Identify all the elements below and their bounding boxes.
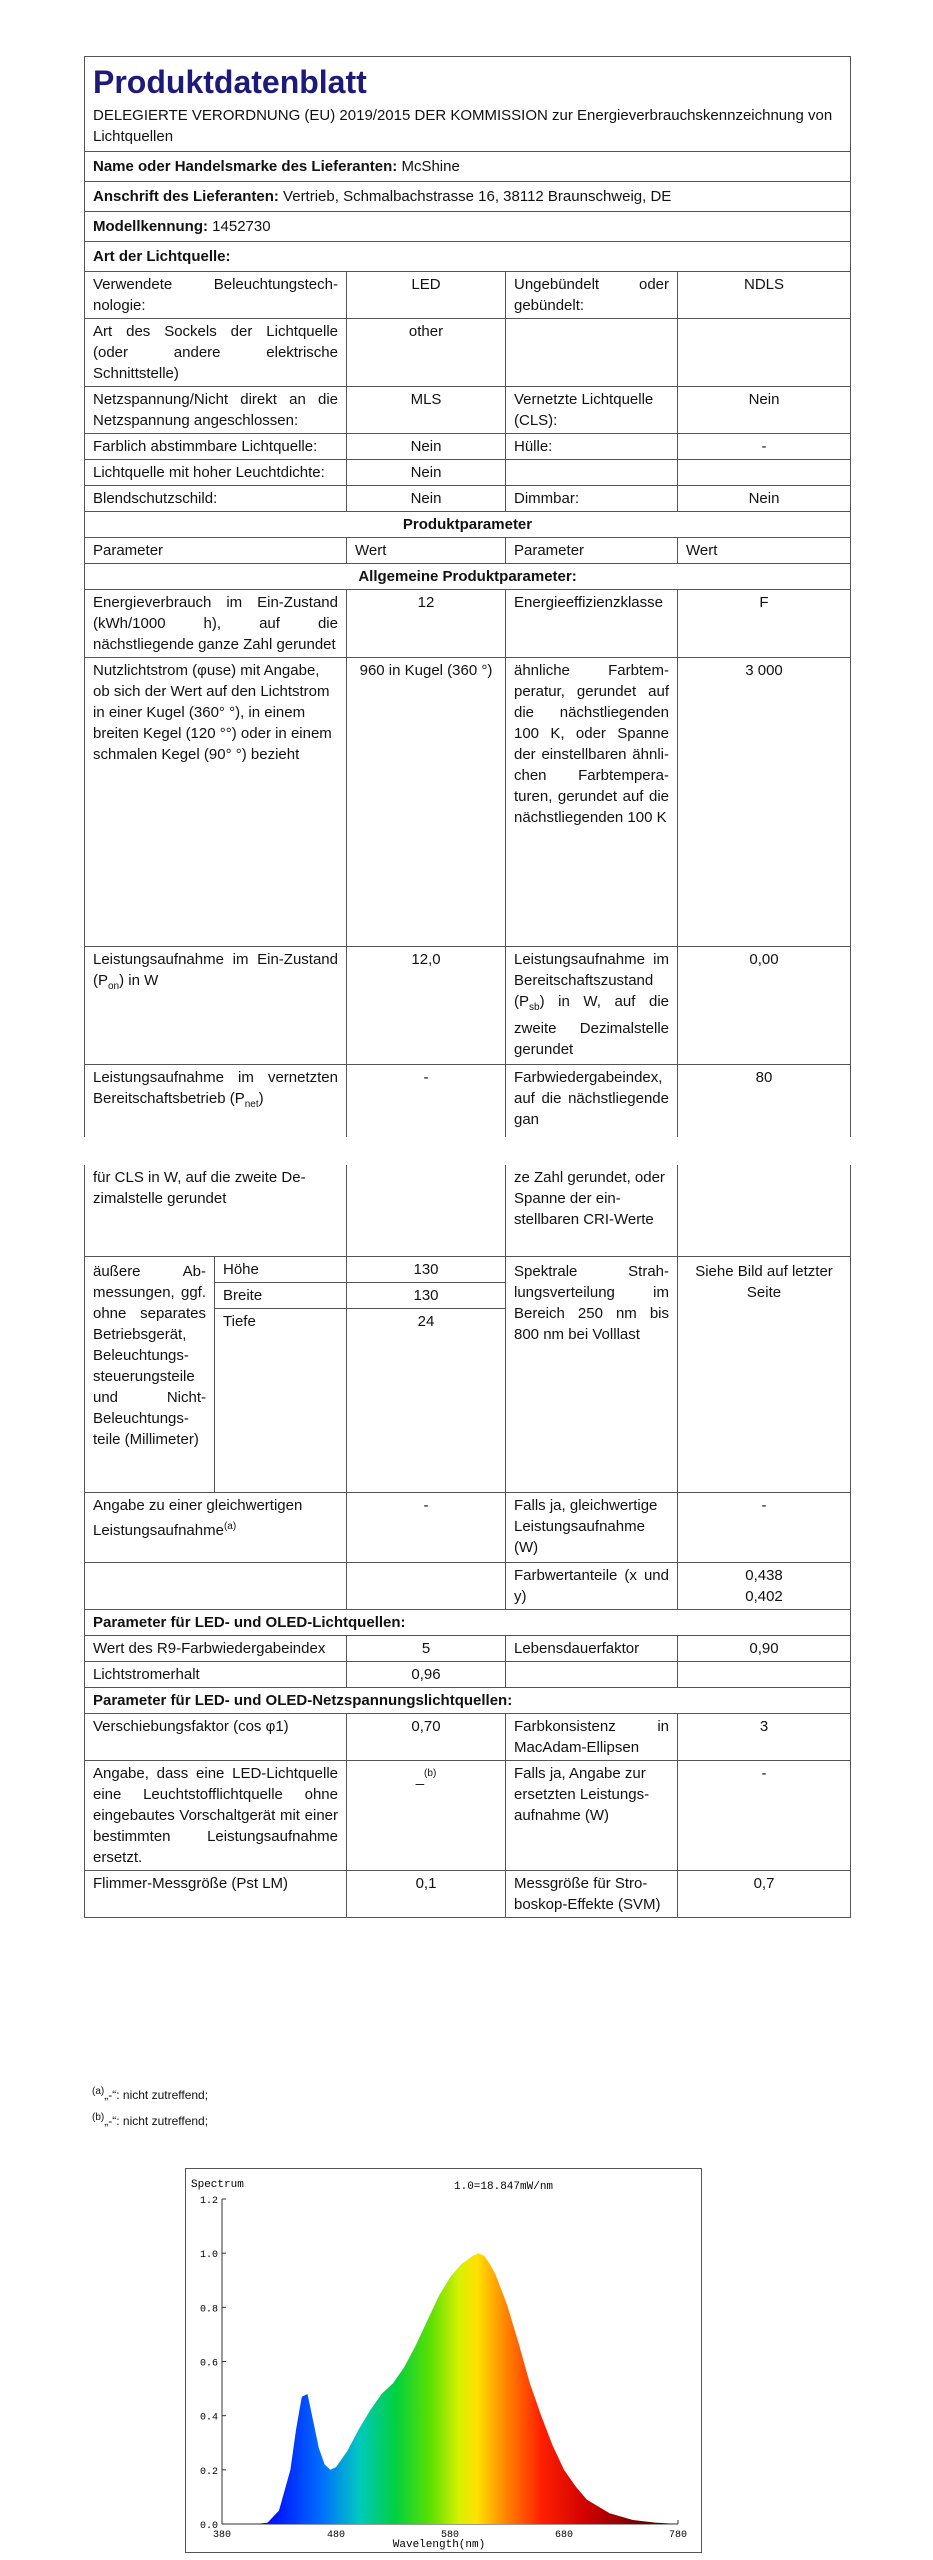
efficiency-class-label: Energieeffizienzklasse: [506, 590, 678, 658]
y-tick-label: 0.6: [199, 2358, 218, 2370]
equivalent-power-w-label: Falls ja, gleichwertige Leistungsaufnahme (W): [506, 1493, 678, 1563]
pnet-label: Leistungsaufnahme im vernetzten Bereitschaftsbetrieb $(P_{net})$: [85, 1065, 347, 1137]
equivalent-power-value: -: [347, 1493, 506, 1563]
spectrum-svg: [186, 2169, 701, 2552]
footnote-b: $^{(b)}$„-“: nicht zutreffend;: [92, 2112, 209, 2128]
flicker-value: 0,1: [347, 1871, 506, 1918]
x-tick-label: 780: [668, 2530, 688, 2541]
survival-factor-value: 0,90: [678, 1636, 851, 1662]
directional-value: NDLS: [678, 272, 851, 319]
depth-label: Tiefe: [215, 1309, 347, 1493]
mains-value: MLS: [347, 387, 506, 434]
r9-value: 5: [347, 1636, 506, 1662]
supplier-name-value: McShine: [401, 158, 460, 175]
pnet-value: -: [347, 1065, 506, 1137]
height-label: Höhe: [215, 1257, 347, 1283]
technology-label: Verwendete Beleuchtungstechnologie:: [85, 272, 347, 319]
supplier-address-value: Vertrieb, Schmalbachstrasse 16, 38112 Braunschweig, DE: [283, 188, 672, 205]
y-tick-label: 0.2: [199, 2466, 218, 2478]
cct-value: 3 000: [678, 658, 851, 947]
lumen-maintenance-value: 0,96: [347, 1662, 506, 1688]
chromaticity-value: 0,438 0,402: [678, 1563, 851, 1610]
width-label: Breite: [215, 1283, 347, 1309]
high-luminance-value: Nein: [347, 460, 506, 486]
header-value: Wert: [678, 538, 851, 564]
y-tick-label: 0.4: [199, 2412, 218, 2424]
y-tick-label: 1.0: [199, 2250, 218, 2262]
tunable-label: Farblich abstimmbare Lichtquelle:: [85, 434, 347, 460]
replaced-power-value: -: [678, 1761, 851, 1871]
color-consistency-label: Farbkonsistenz in MacAdam-Ellipsen: [506, 1714, 678, 1761]
page-title: Produktdatenblatt: [93, 64, 367, 100]
height-value: 130: [347, 1257, 506, 1283]
flicker-label: Flimmer-Messgröße (Pst LM): [85, 1871, 347, 1918]
displacement-value: 0,70: [347, 1714, 506, 1761]
model-row: [85, 212, 851, 242]
replaced-power-label: Falls ja, Angabe zur ersetzten Leistungsaufnahme (W): [506, 1761, 678, 1871]
empty-cell: [678, 1662, 851, 1688]
mains-params-section: Parameter für LED- und OLED-Netzspannungslichtquellen:: [85, 1688, 851, 1714]
spectrum-area: [222, 2253, 678, 2524]
depth-value: 24: [347, 1309, 506, 1493]
survival-factor-label: Lebensdauerfaktor: [506, 1636, 678, 1662]
header-value: Wert: [347, 538, 506, 564]
cri-label-continued: ze Zahl gerundet, oder Spanne der einstellbaren CRI-Werte: [506, 1165, 678, 1257]
chromaticity-label: Farbwertanteile (x und y): [506, 1563, 678, 1610]
energy-label: Energieverbrauch im Ein-Zustand (kWh/1000 h), auf die nächstliegende ganze Zahl gerundet: [85, 590, 347, 658]
lumen-maintenance-label: Lichtstromerhalt: [85, 1662, 347, 1688]
empty-cell: [85, 1563, 347, 1610]
color-consistency-value: 3: [678, 1714, 851, 1761]
chart-annotation: 1.0=18.847mW/nm: [454, 2181, 554, 2193]
technology-value: LED: [347, 272, 506, 319]
x-tick-label: 680: [554, 2530, 574, 2541]
empty-cell: [506, 1662, 678, 1688]
model-value: 1452730: [212, 218, 271, 235]
cri-value: 80: [678, 1065, 851, 1137]
y-tick-label: 0.8: [199, 2304, 218, 2316]
cri-label: Farbwiedergabeindex, auf die nächstliegende gan: [506, 1065, 678, 1137]
replacement-value: _$^{(b)}$: [347, 1761, 506, 1871]
supplier-name-label: Name oder Handelsmarke des Lieferanten:: [93, 158, 398, 175]
envelope-value: -: [678, 434, 851, 460]
empty-cell: [678, 319, 851, 387]
equivalent-power-label: Angabe zu einer gleichwertigen Leistungsaufnahme$^{(a)}$: [85, 1493, 347, 1563]
cap-type-label: Art des Sockels der Lichtquelle (oder andere elektrische Schnittstelle): [85, 319, 347, 387]
empty-cell: [678, 1165, 851, 1257]
replacement-label: Angabe, dass eine LED-Lichtquelle eine Leuchtstofflichtquelle ohne eingebautes Vorschaltgerät mit einer bestimmten Leistungsaufnahme ersetzt.: [85, 1761, 347, 1871]
model-label: Modellkennung:: [93, 218, 208, 235]
general-params-section: Allgemeine Produktparameter:: [85, 564, 851, 590]
r9-label: Wert des R9-Farbwiedergabeindex: [85, 1636, 347, 1662]
flux-label: Nutzlichtstrom (φuse) mit Angabe, ob sich der Wert auf den Lichtstrom in einer Kugel (360° °), in einem breiten Kegel (120 °°) oder in einem schmalen Kegel (90° °) bezieht: [85, 658, 347, 947]
led-params-section: Parameter für LED- und OLED-Lichtquellen:: [85, 1610, 851, 1636]
light-source-section: Art der Lichtquelle:: [85, 242, 851, 272]
psb-value: 0,00: [678, 947, 851, 1065]
datasheet-table: [84, 56, 851, 1918]
empty-cell: [347, 1165, 506, 1257]
flux-value: 960 in Kugel (360 °): [347, 658, 506, 947]
tunable-value: Nein: [347, 434, 506, 460]
pon-label: Leistungsaufnahme im Ein-Zustand $(P_{on})$ in W: [85, 947, 347, 1065]
efficiency-class-value: F: [678, 590, 851, 658]
directional-label: Ungebündelt oder gebündelt:: [506, 272, 678, 319]
cap-type-value: other: [347, 319, 506, 387]
displacement-label: Verschiebungsfaktor (cos φ1): [85, 1714, 347, 1761]
energy-value: 12: [347, 590, 506, 658]
x-tick-label: 480: [326, 2530, 346, 2541]
empty-cell: [506, 319, 678, 387]
header-parameter: Parameter: [85, 538, 347, 564]
equivalent-power-w-value: -: [678, 1493, 851, 1563]
product-params-section: Produktparameter: [85, 512, 851, 538]
supplier-address-label: Anschrift des Lieferanten:: [93, 188, 279, 205]
spectrum-chart: [185, 2168, 702, 2553]
high-luminance-label: Lichtquelle mit hoher Leuchtdichte:: [85, 460, 347, 486]
empty-cell: [506, 460, 678, 486]
x-tick-label: 580: [440, 2530, 460, 2541]
footnote-a: $^{(a)}$„-“: nicht zutreffend;: [92, 2086, 209, 2102]
cls-value: Nein: [678, 387, 851, 434]
cct-label: ähnliche Farbtemperatur, gerundet auf die nächstliegenden 100 K, oder Spanne der einstellbaren ähnlichen Farbtemperaturen, gerundet auf die nächstliegenden 100 K: [506, 658, 678, 947]
cls-label: Vernetzte Lichtquelle (CLS):: [506, 387, 678, 434]
chart-title: Spectrum: [191, 2179, 244, 2191]
y-tick-label: 1.2: [199, 2196, 218, 2207]
pnet-label-continued: für CLS in W, auf die zweite Dezimalstelle gerundet: [85, 1165, 347, 1257]
width-value: 130: [347, 1283, 506, 1309]
spectral-label: Spektrale Strahlungsverteilung im Bereich 250 nm bis 800 nm bei Volllast: [506, 1257, 678, 1493]
header-parameter: Parameter: [506, 538, 678, 564]
envelope-label: Hülle:: [506, 434, 678, 460]
psb-label: Leistungsaufnahme im Bereitschaftszustand $(P_{sb})$ in W, auf die zweite Dezimalstelle gerundet: [506, 947, 678, 1065]
glare-label: Blendschutzschild:: [85, 486, 347, 512]
datasheet: [84, 56, 850, 1918]
x-tick-label: 380: [212, 2530, 232, 2541]
glare-value: Nein: [347, 486, 506, 512]
pon-value: 12,0: [347, 947, 506, 1065]
supplier-name-row: [85, 152, 851, 182]
dimensions-label: äußere Abmessungen, ggf. ohne separates Betriebsgerät, Beleuchtungssteuerungsteile und Nicht-Beleuchtungsteile (Millimeter): [85, 1257, 215, 1493]
dimmable-value: Nein: [678, 486, 851, 512]
dimmable-label: Dimmbar:: [506, 486, 678, 512]
stroboscopic-label: Messgröße für Stroboskop-Effekte (SVM): [506, 1871, 678, 1918]
stroboscopic-value: 0,7: [678, 1871, 851, 1918]
empty-cell: [347, 1563, 506, 1610]
spectral-value: Siehe Bild auf letzter Seite: [678, 1257, 851, 1493]
x-axis-label: Wavelength(nm): [392, 2539, 486, 2551]
regulation-subtitle: DELEGIERTE VERORDNUNG (EU) 2019/2015 DER KOMMISSION zur Energieverbrauchskennzeichnung von Lichtquellen: [93, 107, 833, 145]
mains-label: Netzspannung/Nicht direkt an die Netzspannung angeschlossen:: [85, 387, 347, 434]
supplier-address-row: [85, 182, 851, 212]
empty-cell: [678, 460, 851, 486]
y-tick-label: 0.0: [199, 2521, 218, 2532]
